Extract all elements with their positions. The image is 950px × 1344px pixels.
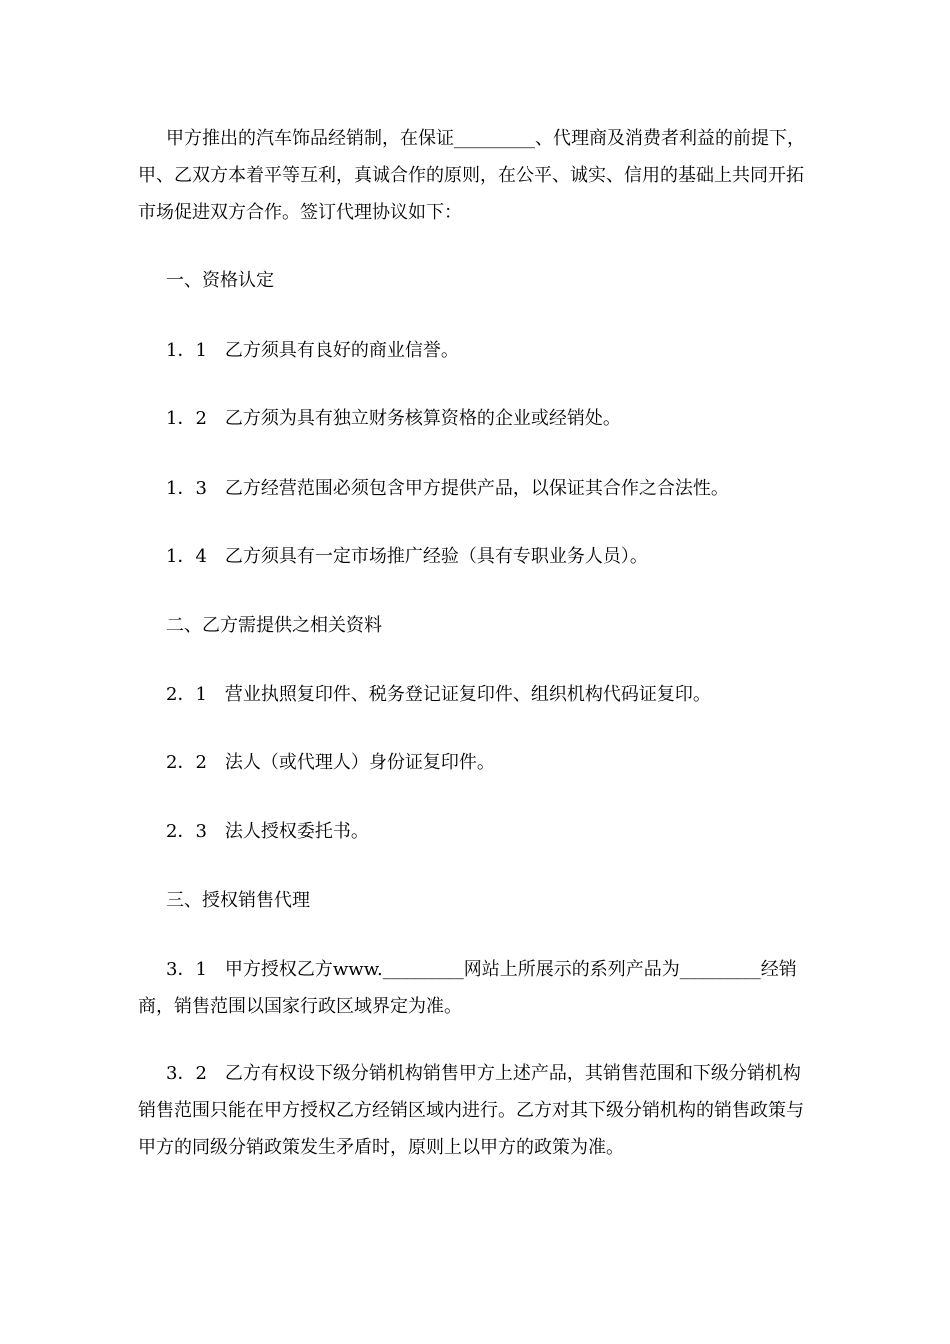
section-heading-documents: 二、乙方需提供之相关资料 — [166, 615, 382, 636]
clause-2-1: 2．1 营业执照复印件、税务登记证复印件、组织机构代码证复印。 — [166, 684, 711, 705]
clause-3-1: 3．1 甲方授权乙方www._________网站上所展示的系列产品为_________经销商，销售范围以国家行政区域界定为准。 — [138, 959, 797, 1017]
section-heading-authorization: 三、授权销售代理 — [166, 890, 310, 911]
clause-1-3: 1．3 乙方经营范围必须包含甲方提供产品，以保证其合作之合法性。 — [166, 478, 729, 499]
clause-1-2: 1．2 乙方须为具有独立财务核算资格的企业或经销处。 — [166, 408, 621, 429]
clause-2-2: 2．2 法人（或代理人）身份证复印件。 — [166, 752, 495, 773]
clause-1-4: 1．4 乙方须具有一定市场推广经验（具有专职业务人员）。 — [166, 546, 648, 567]
intro-paragraph: 甲方推出的汽车饰品经销制，在保证_________、代理商及消费者利益的前提下，甲、乙双方本着平等互利，真诚合作的原则，在公平、诚实、信用的基础上共同开拓市场促进双方合作。签订代理协议如下： — [138, 128, 805, 223]
clause-1-1: 1．1 乙方须具有良好的商业信誉。 — [166, 340, 459, 361]
clause-2-3: 2．3 法人授权委托书。 — [166, 821, 369, 842]
clause-3-2: 3．2 乙方有权设下级分销机构销售甲方上述产品，其销售范围和下级分销机构销售范围只能在甲方授权乙方经销区域内进行。乙方对其下级分销机构的销售政策与甲方的同级分销政策发生矛盾时，原则上以甲方的政策为准。 — [138, 1063, 804, 1158]
section-heading-qualification: 一、资格认定 — [166, 270, 274, 291]
